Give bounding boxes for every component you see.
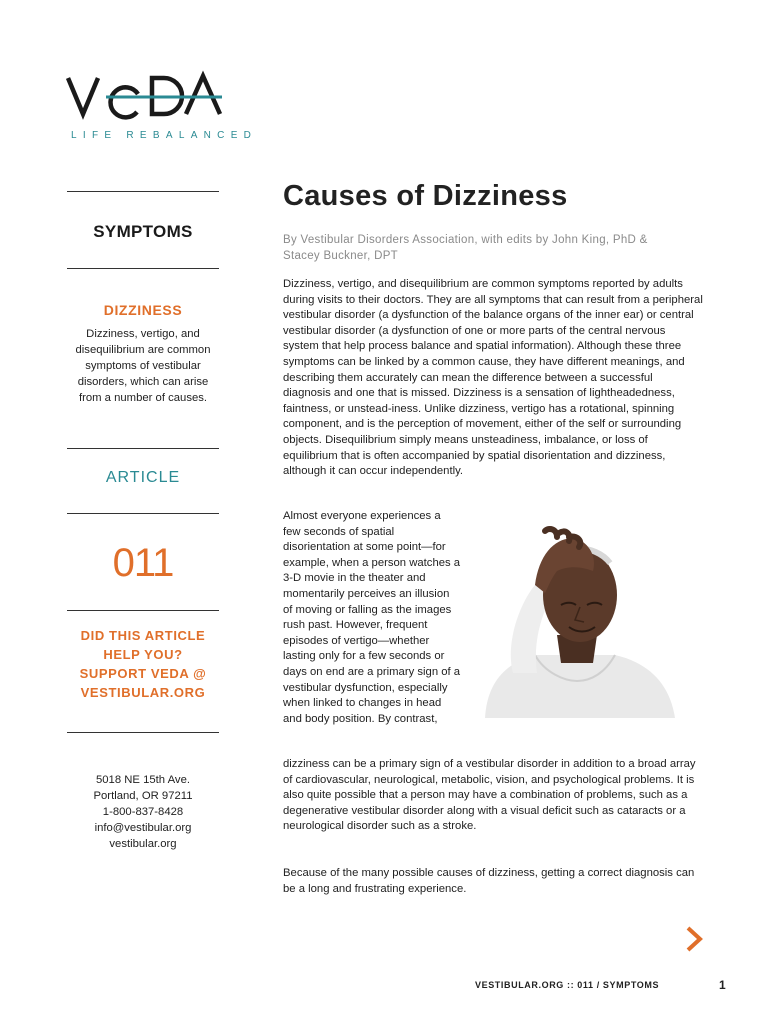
section-heading: SYMPTOMS <box>93 222 193 241</box>
support-line: DID THIS ARTICLE <box>80 628 206 643</box>
support-line: SUPPORT VEDA @ <box>79 666 207 681</box>
support-callout <box>67 626 219 702</box>
article-paragraph: Dizziness, vertigo, and disequilibrium are common symptoms reported by adults during visits to their doctors. They are all symptoms that can result from a peripheral vestibular disorder (a dysfunction of the balance organs of the inner ear) or central vestibular disorder (a dysfunction of one or more parts of the central nervous system that help process balance and spatial information). Although these three symptoms can be linked by a common cause, they have different meanings, and describing them accurately can mean the difference between a successful diagnosis and one that is missed. Dizziness is a sensation of lightheadedness, faintness, or unstead-iness. Unlike dizziness, vertigo has a rotational, spinning component, and is the perception of movement, either of the self or surrounding objects. Disequilibrium simply means unsteadiness, imbalance, or loss of equilibrium that is often accompanied by spatial disorientation and dizziness, although it can occur independently. <box>283 278 703 478</box>
article-paragraph: Because of the many possible causes of dizziness, getting a correct diagnosis can be a long and frustrating experience. <box>283 867 695 895</box>
article-byline: By Vestibular Disorders Association, with edits by John King, PhD & Stacey Buckner, DPT <box>283 234 648 262</box>
sidebar-divider <box>67 513 219 514</box>
page-number: 1 <box>719 978 726 992</box>
article-paragraph: Almost everyone experiences a few seconds of spatial disorientation at some point—for example, when a person watches a 3-D movie in the theater and momentarily perceives an illusion of moving or falling as the images rush past. However, frequent episodes of vertigo—whether lasting only for a few seconds or days on end are a primary sign of a vestibular dysfunction, especially when linked to changes in head and body position. By contrast, <box>283 510 461 725</box>
dizzy-man-photo <box>465 523 687 718</box>
article-title: Causes of Dizziness <box>283 180 568 212</box>
sidebar-divider <box>67 732 219 733</box>
sidebar-divider <box>67 268 219 269</box>
next-page-chevron-icon[interactable] <box>683 925 705 953</box>
running-footer: VESTIBULAR.ORG :: 011 / SYMPTOMS <box>475 980 660 990</box>
veda-wordmark <box>66 68 226 124</box>
article-paragraph: dizziness can be a primary sign of a vestibular disorder in addition to a broad array of cardiovascular, neurological, metabolic, vision, and psychological problems. It is also quite possible that a person may have a combination of problems, such as a degenerative vestibular disorder along with a visual deficit such as cataracts or a neurological disorder such as a stroke. <box>283 758 696 833</box>
sidebar-divider <box>67 448 219 449</box>
sidebar-divider <box>67 610 219 611</box>
support-line: HELP YOU? <box>103 647 183 662</box>
article-label: ARTICLE <box>105 469 181 486</box>
topic-description: Dizziness, vertigo, and disequilibrium are common symptoms of vestibular disorders, which can arise from a number of causes. <box>75 328 211 404</box>
sidebar-divider <box>67 191 219 192</box>
address-city: Portland, OR 97211 <box>93 790 193 802</box>
topic-heading: DIZZINESS <box>103 302 183 318</box>
address-website[interactable]: vestibular.org <box>109 838 177 850</box>
address-phone: 1-800-837-8428 <box>102 806 184 818</box>
address-street: 5018 NE 15th Ave. <box>95 774 190 786</box>
contact-address <box>67 772 219 852</box>
logo-tagline: LIFE REBALANCED <box>71 130 258 141</box>
support-link[interactable]: VESTIBULAR.ORG <box>80 685 206 700</box>
address-email[interactable]: info@vestibular.org <box>94 822 192 834</box>
article-number: 011 <box>112 541 174 585</box>
